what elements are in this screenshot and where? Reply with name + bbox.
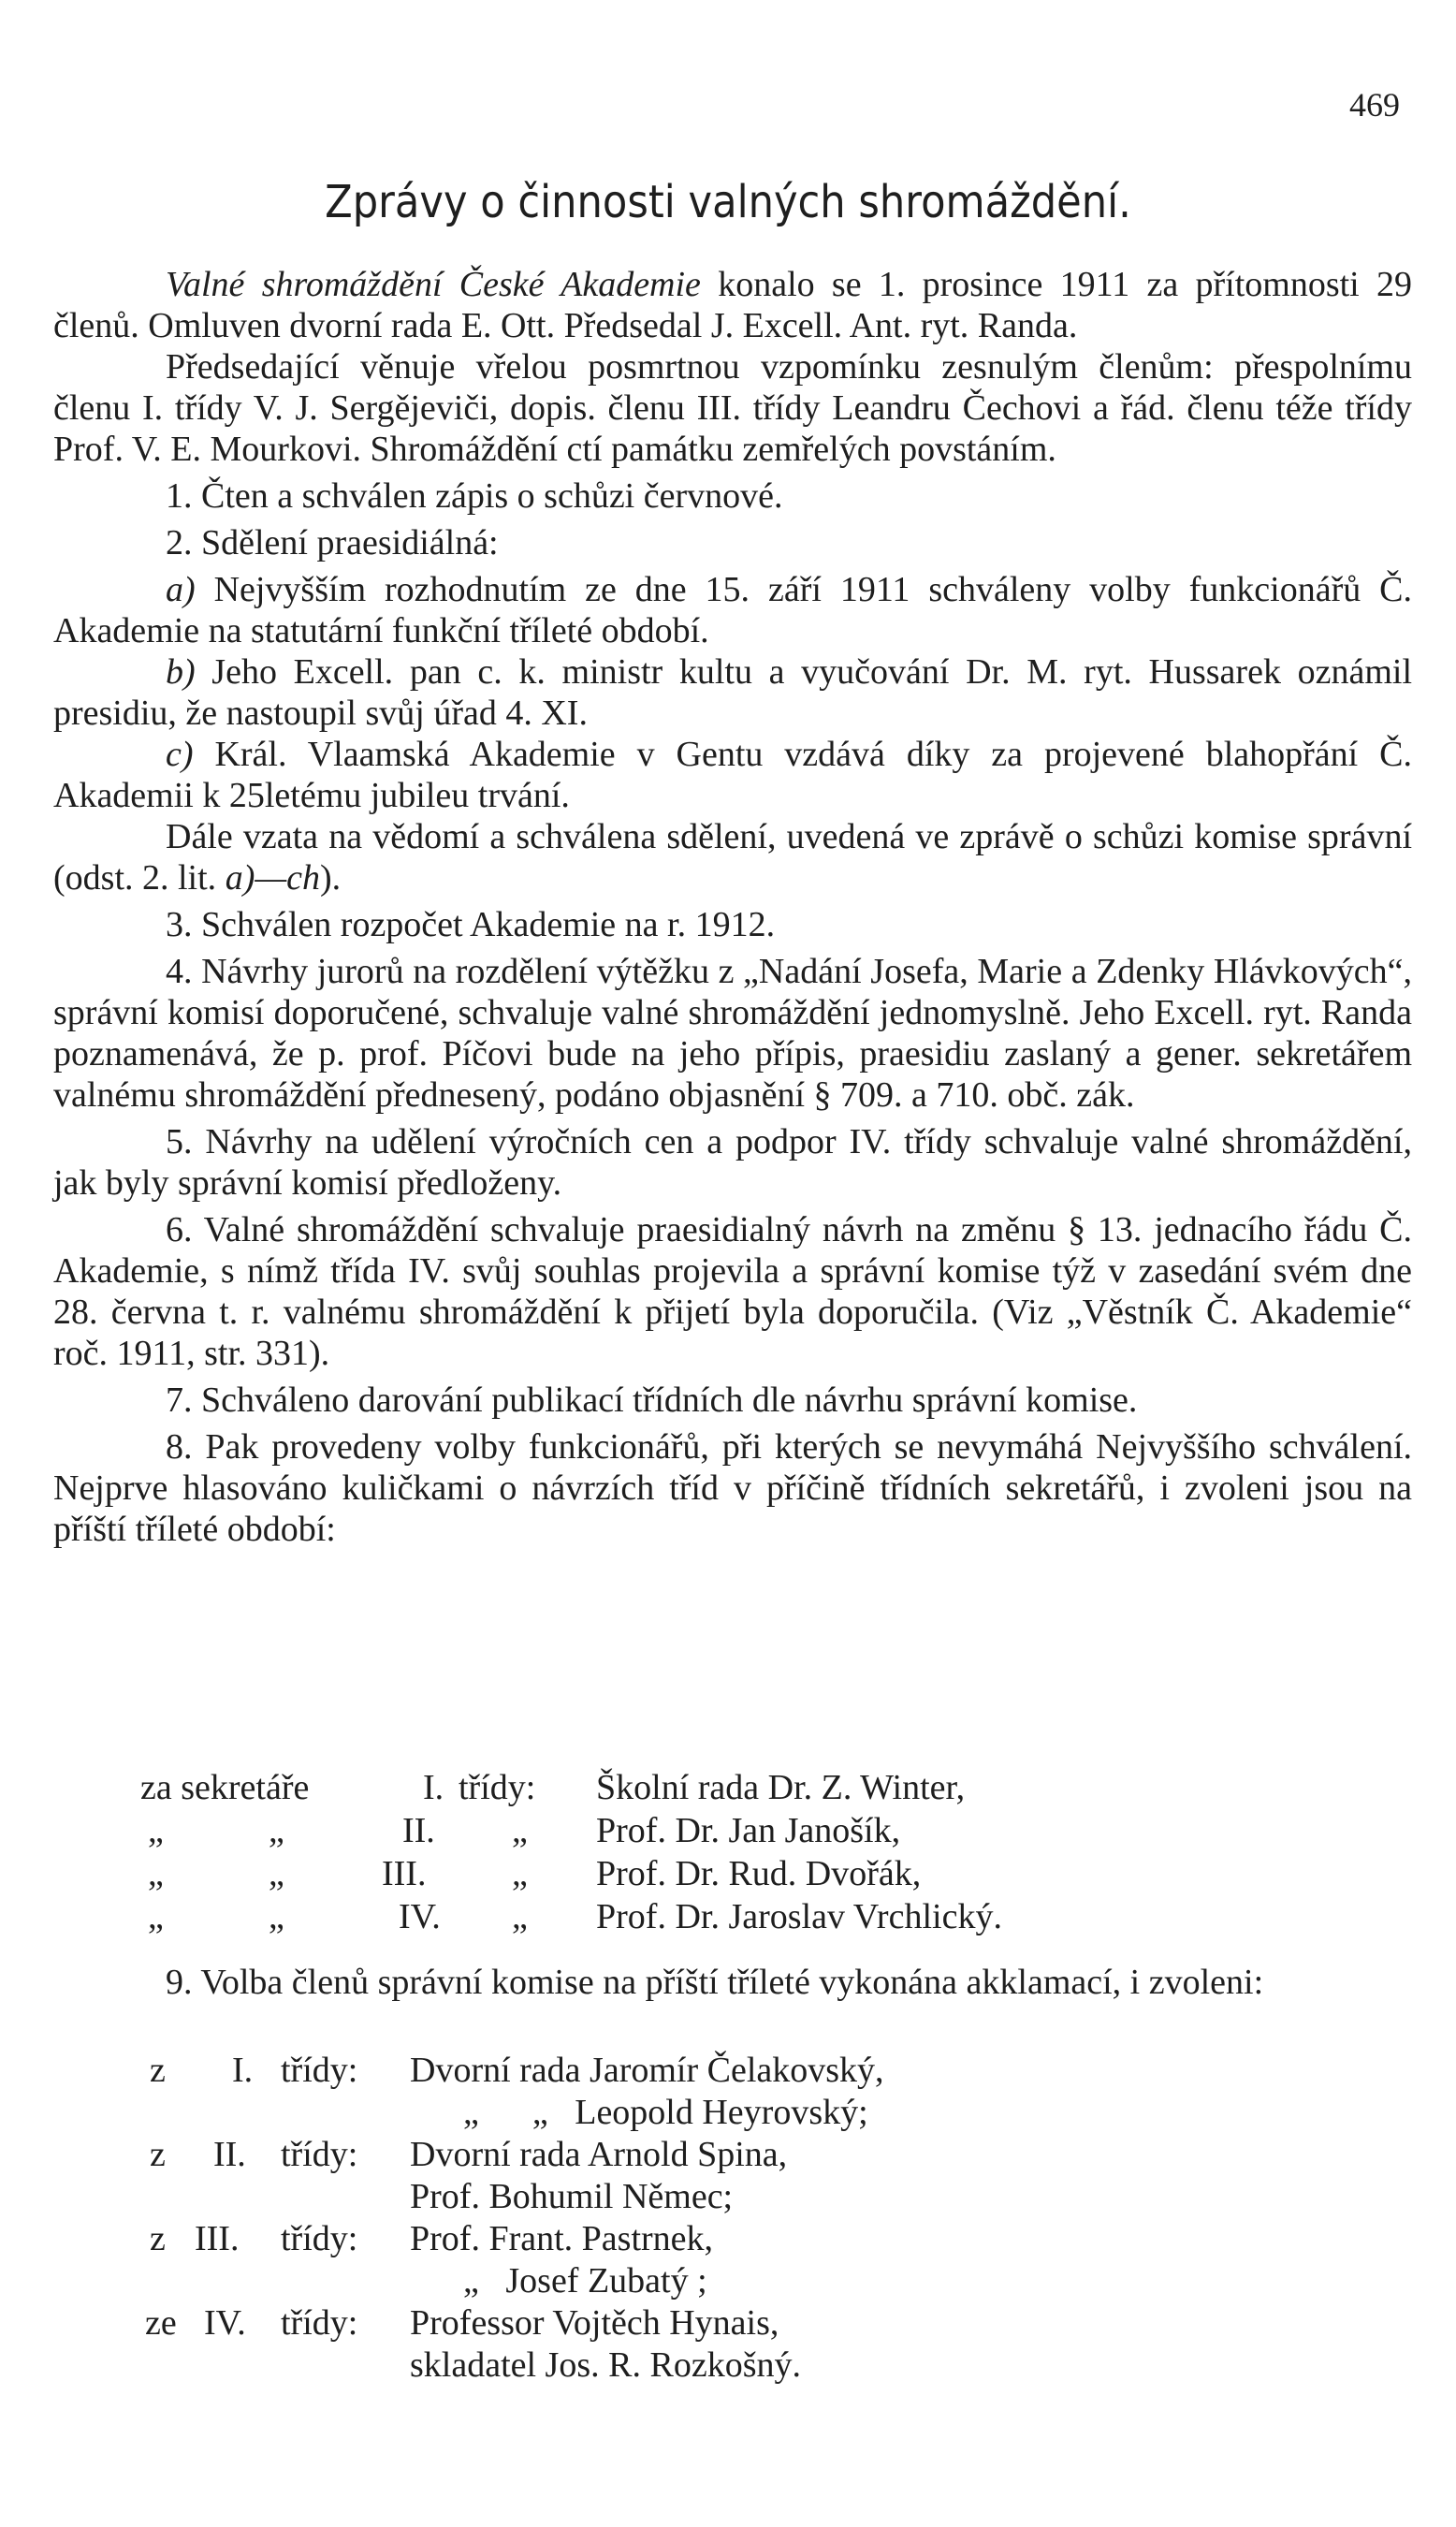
col-class: IV. bbox=[204, 2303, 246, 2343]
col-role: za sekretáře bbox=[140, 1768, 310, 1807]
paragraph-item-9: 9. Volba členů správní komise na příští tříleté vykonána akklamací, i zvoleni: bbox=[166, 1963, 1264, 2002]
paragraph-item-2b bbox=[53, 651, 1412, 734]
col-ditto: „ bbox=[269, 1854, 284, 1893]
list-item bbox=[150, 2134, 1273, 2176]
col-ditto: „ bbox=[148, 1811, 164, 1850]
list-item bbox=[140, 1853, 1357, 1896]
col-prep: ze bbox=[145, 2303, 177, 2343]
paragraph-item-6: 6. Valné shromáždění schvaluje praesidialný návrh na změnu § 13. jednacího řádu Č. Akademie, s nímž třída IV. svůj souhlas projevila a správní komise týž v zasedání svém dne 28. června t. r. valnému shromáždění k přijetí byla doporučila. (Viz „Věstník Č. Akademie“ roč. 1911, str. 331). bbox=[53, 1210, 1412, 1373]
col-tridy: třídy: bbox=[281, 2135, 358, 2174]
list-item bbox=[150, 2092, 1273, 2134]
col-prep: z bbox=[150, 2219, 166, 2258]
list-item bbox=[150, 2260, 1273, 2302]
item-ref: a)—ch bbox=[225, 858, 320, 898]
col-name: Dvorní rada Jaromír Čelakovský, bbox=[410, 2051, 884, 2090]
item-text: Dále vzata na vědomí a schválena sdělení, uvedená ve zprávě o schůzi komise správní (odst. 2. lit. bbox=[53, 817, 1412, 898]
col-class: I. bbox=[232, 2051, 254, 2090]
paragraph-item-8: 8. Pak provedeny volby funkcionářů, při kterých se nevymáhá Nejvyššího schválení. Nejprve hlasováno kuličkami o návrzích tříd v příčině třídních sekretářů, i zvoleni jsou na příští tříleté období: bbox=[53, 1427, 1412, 1549]
col-ditto: „ bbox=[148, 1854, 164, 1893]
col-class: II. bbox=[213, 2135, 246, 2174]
intro-lead: Valné shromáždění České Akademie bbox=[166, 265, 701, 304]
paragraph-item-7: 7. Schváleno darování publikací třídních dle návrhu správní komise. bbox=[166, 1380, 1138, 1420]
col-name: Školní rada Dr. Z. Winter, bbox=[596, 1768, 966, 1807]
item-text: Jeho Excell. pan c. k. ministr kultu a vyučování Dr. M. ryt. Hussarek oznámil presidiu, že nastoupil svůj úřad 4. XI. bbox=[53, 652, 1412, 733]
col-ditto: „ bbox=[512, 1897, 528, 1936]
col-class: III. bbox=[382, 1854, 427, 1893]
col-name: Prof. Dr. Jan Janošík, bbox=[596, 1811, 901, 1850]
paragraph-item-2d bbox=[53, 816, 1412, 898]
col-name: „ „ Leopold Heyrovský; bbox=[463, 2093, 868, 2132]
col-prep: z bbox=[150, 2051, 166, 2090]
col-ditto: „ bbox=[269, 1811, 284, 1850]
paragraph-item-2c bbox=[53, 734, 1412, 816]
col-name: Prof. Dr. Jaroslav Vrchlický. bbox=[596, 1897, 1002, 1936]
item-text-end: ). bbox=[320, 858, 342, 898]
secretaries-list bbox=[140, 1767, 1357, 1939]
item-label: c) bbox=[166, 735, 194, 774]
commission-list bbox=[145, 2050, 1273, 2387]
item-label: b) bbox=[166, 652, 196, 692]
col-name: Prof. Dr. Rud. Dvořák, bbox=[596, 1854, 922, 1893]
col-ditto: „ bbox=[512, 1854, 528, 1893]
col-ditto: „ bbox=[512, 1811, 528, 1850]
col-tridy: třídy: bbox=[281, 2219, 358, 2258]
col-ditto: „ bbox=[148, 1897, 164, 1936]
intro-paragraph bbox=[53, 264, 1412, 346]
col-name: Dvorní rada Arnold Spina, bbox=[410, 2135, 788, 2174]
item-text: Král. Vlaamská Akademie v Gentu vzdává díky za projevené blahopřání Č. Akademii k 25letému jubileu trvání. bbox=[53, 735, 1412, 815]
col-name: „ Josef Zubatý ; bbox=[463, 2261, 707, 2301]
col-tridy: třídy: bbox=[281, 2303, 358, 2343]
paragraph-item-5: 5. Návrhy na udělení výročních cen a podpor IV. třídy schvaluje valné shromáždění, jak byly správní komisí předloženy. bbox=[53, 1122, 1412, 1203]
list-item bbox=[145, 2302, 1273, 2344]
item-label: a) bbox=[166, 570, 196, 609]
col-name: Prof. Frant. Pastrnek, bbox=[410, 2219, 714, 2258]
page-number: 469 bbox=[1349, 86, 1400, 124]
col-prep: z bbox=[150, 2135, 166, 2174]
list-item bbox=[150, 2344, 1273, 2387]
paragraph-item-1: 1. Čten a schválen zápis o schůzi červnové. bbox=[166, 476, 783, 516]
paragraph-memorial: Předsedající věnuje vřelou posmrtnou vzpomínku zesnulým členům: přespolnímu členu I. třídy V. J. Sergějeviči, dopis. členu III. třídy Leandru Čechovi a řád. členu téže třídy Prof. V. E. Mourkovi. Shromáždění ctí památku zemřelých povstáním. bbox=[53, 347, 1412, 469]
list-item bbox=[150, 2176, 1273, 2218]
list-item bbox=[140, 1767, 1357, 1810]
col-class: II. bbox=[402, 1811, 435, 1850]
intro-rest: konalo se 1. prosince 1911 za přítomnosti 29 členů. Omluven dvorní rada E. Ott. Předsedal J. Excell. Ant. ryt. Randa. bbox=[53, 265, 1412, 345]
paragraph-item-4: 4. Návrhy jurorů na rozdělení výtěžku z „Nadání Josefa, Marie a Zdenky Hlávkových“, správní komisí doporučené, schvaluje valné shromáždění jednomyslně. Jeho Excell. ryt. Randa poznamenává, že p. prof. Píčovi bude na jeho přípis, praesidiu zaslaný a gener. sekretářem valnému shromáždění přednesený, podáno objasnění § 709. a 710. obč. zák. bbox=[53, 952, 1412, 1115]
paragraph-item-2: 2. Sdělení praesidiálná: bbox=[166, 523, 499, 562]
col-name: Professor Vojtěch Hynais, bbox=[410, 2303, 779, 2343]
list-item bbox=[140, 1810, 1357, 1853]
col-class: I. bbox=[423, 1768, 444, 1807]
col-class: III. bbox=[195, 2219, 240, 2258]
col-tridy: třídy: bbox=[281, 2051, 358, 2090]
list-item bbox=[140, 1896, 1357, 1939]
page-title: Zprávy o činnosti valných shromáždění. bbox=[325, 176, 1131, 228]
col-tridy: třídy: bbox=[459, 1768, 536, 1807]
document-body bbox=[53, 264, 1412, 1550]
paragraph-item-3: 3. Schválen rozpočet Akademie na r. 1912. bbox=[166, 905, 776, 944]
list-item bbox=[150, 2050, 1273, 2092]
col-name: Prof. Bohumil Němec; bbox=[410, 2177, 734, 2216]
col-name: skladatel Jos. R. Rozkošný. bbox=[410, 2345, 801, 2385]
item-text: Nejvyšším rozhodnutím ze dne 15. září 1911 schváleny volby funkcionářů Č. Akademie na statutární funkční tříleté období. bbox=[53, 570, 1412, 650]
col-ditto: „ bbox=[269, 1897, 284, 1936]
list-item bbox=[150, 2218, 1273, 2260]
col-class: IV. bbox=[399, 1897, 441, 1936]
paragraph-item-2a bbox=[53, 569, 1412, 651]
